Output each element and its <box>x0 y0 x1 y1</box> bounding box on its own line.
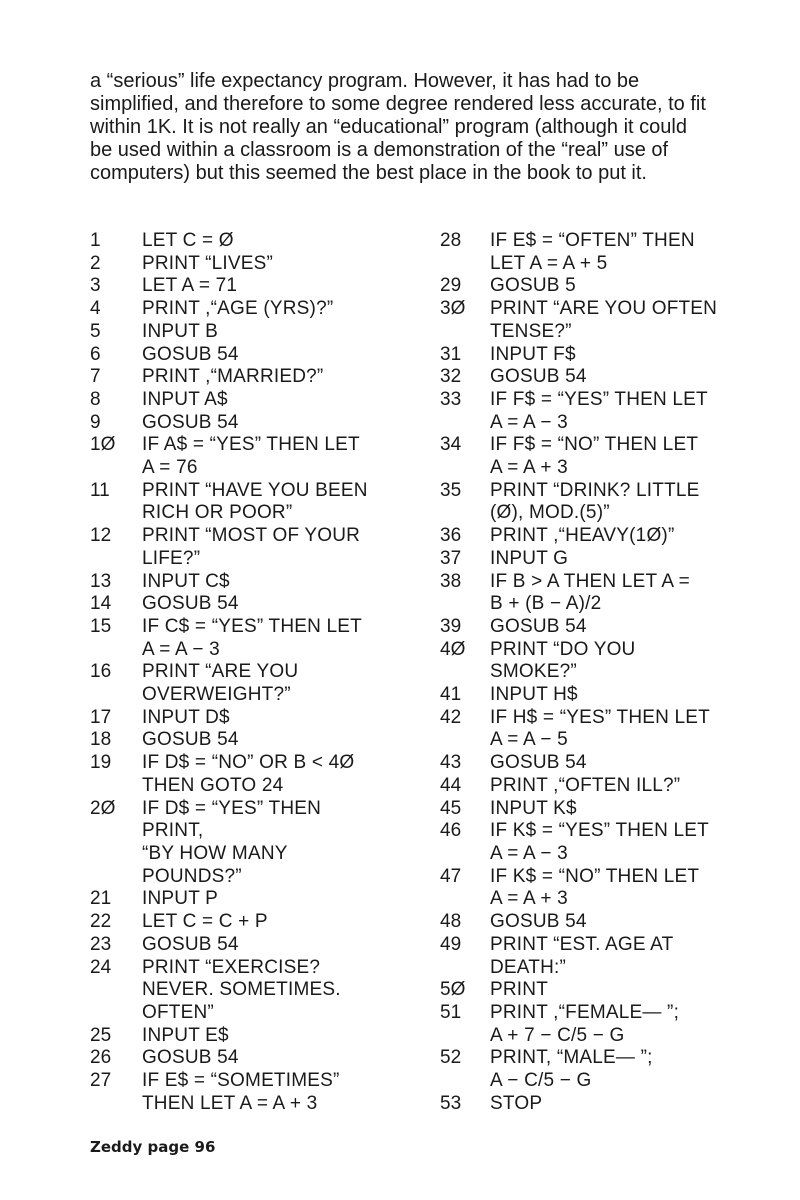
code-text: INPUT F$ <box>490 343 576 365</box>
line-number: 39 <box>440 615 462 637</box>
line-code <box>142 525 415 570</box>
code-text: IF D$ = “NO” OR B < 4Ø <box>142 752 355 774</box>
code-text: NEVER. SOMETIMES. <box>142 979 341 1001</box>
code-text: IF K$ = “YES” THEN LET <box>490 820 709 842</box>
line-code <box>142 298 415 321</box>
code-text: IF F$ = “YES” THEN LET <box>490 388 708 410</box>
line-number: 13 <box>90 570 112 592</box>
code-text: INPUT H$ <box>490 684 578 706</box>
line-number: 12 <box>90 525 112 547</box>
line-code <box>490 230 760 275</box>
code-text: STOP <box>490 1092 543 1114</box>
code-text: A = A − 3 <box>142 638 220 660</box>
line-code <box>490 1047 760 1092</box>
program-line <box>90 934 415 957</box>
program-line <box>90 230 415 253</box>
line-number: 5 <box>90 320 101 342</box>
program-listing-left-column <box>90 230 415 1115</box>
code-text: LET A = A + 5 <box>490 252 608 274</box>
program-line <box>90 957 415 1025</box>
line-code <box>490 775 760 798</box>
line-code <box>142 275 415 298</box>
intro-line: within 1K. It is not really an “educational” program (although it could <box>90 116 687 138</box>
code-text: INPUT B <box>142 320 219 342</box>
line-number: 4Ø <box>440 638 466 660</box>
line-number: 33 <box>440 388 462 410</box>
program-line <box>90 1047 415 1070</box>
program-line <box>90 798 415 889</box>
program-line <box>90 344 415 367</box>
code-text: OVERWEIGHT?” <box>142 684 291 706</box>
code-text: PRINT “ARE YOU <box>142 661 299 683</box>
code-text: PRINT “ARE YOU OFTEN <box>490 298 718 320</box>
code-text: TENSE?” <box>490 320 572 342</box>
line-code <box>142 911 415 934</box>
program-line <box>90 366 415 389</box>
program-line <box>440 707 760 752</box>
line-number: 37 <box>440 547 462 569</box>
line-number: 18 <box>90 729 112 751</box>
line-number: 35 <box>440 479 462 501</box>
line-code <box>490 866 760 911</box>
program-line <box>90 593 415 616</box>
line-number: 16 <box>90 661 112 683</box>
line-code <box>142 480 415 525</box>
program-line <box>90 661 415 706</box>
line-number: 8 <box>90 388 101 410</box>
line-code <box>142 707 415 730</box>
line-code <box>490 366 760 389</box>
code-text: OFTEN” <box>142 1001 214 1023</box>
program-line <box>440 1093 760 1116</box>
code-text: INPUT E$ <box>142 1024 229 1046</box>
program-line <box>440 389 760 434</box>
program-line <box>440 434 760 479</box>
code-text: IF E$ = “SOMETIMES” <box>142 1070 340 1092</box>
line-number: 1 <box>90 230 101 251</box>
line-number: 14 <box>90 593 112 615</box>
code-text: PRINT “HAVE YOU BEEN <box>142 479 368 501</box>
program-line <box>440 639 760 684</box>
program-line <box>90 525 415 570</box>
line-code <box>490 820 760 865</box>
line-code <box>142 934 415 957</box>
line-number: 1Ø <box>90 434 116 456</box>
line-code <box>142 661 415 706</box>
program-line <box>440 684 760 707</box>
line-number: 6 <box>90 343 101 365</box>
line-number: 19 <box>90 752 112 774</box>
code-text: PRINT “DRINK? LITTLE <box>490 479 700 501</box>
intro-line-last: computers) but this seemed the best place in the book to put it. <box>90 162 647 184</box>
line-code <box>142 321 415 344</box>
line-number: 27 <box>90 1070 112 1092</box>
code-text: A = 76 <box>142 457 198 479</box>
code-text: GOSUB 54 <box>142 343 239 365</box>
line-code <box>142 412 415 435</box>
line-code <box>142 253 415 276</box>
line-code <box>142 1025 415 1048</box>
line-code <box>490 911 760 934</box>
program-line <box>90 389 415 412</box>
program-line <box>90 729 415 752</box>
line-number: 45 <box>440 797 462 819</box>
line-code <box>142 888 415 911</box>
line-code <box>490 979 760 1002</box>
code-text: INPUT D$ <box>142 706 230 728</box>
code-text: LET A = 71 <box>142 275 238 297</box>
line-code <box>142 366 415 389</box>
line-code <box>490 298 760 343</box>
line-number: 24 <box>90 956 112 978</box>
program-line <box>440 820 760 865</box>
line-code <box>490 798 760 821</box>
page-footer: Zeddy page 96 <box>90 1138 216 1156</box>
line-number: 31 <box>440 343 462 365</box>
code-text: A = A − 5 <box>490 729 568 751</box>
line-code <box>142 729 415 752</box>
program-line <box>90 888 415 911</box>
line-number: 22 <box>90 911 112 933</box>
code-text: INPUT K$ <box>490 797 577 819</box>
code-text: PRINT ,“AGE (YRS)?” <box>142 298 334 320</box>
line-number: 49 <box>440 933 462 955</box>
line-number: 2Ø <box>90 797 116 819</box>
code-text: POUNDS?” <box>142 865 242 887</box>
program-line <box>90 434 415 479</box>
code-text: GOSUB 54 <box>490 615 587 637</box>
code-text: PRINT, “MALE— ”; <box>490 1047 653 1069</box>
program-line <box>90 321 415 344</box>
program-line <box>440 866 760 911</box>
code-text: INPUT P <box>142 888 219 910</box>
line-code <box>490 684 760 707</box>
program-line <box>440 548 760 571</box>
line-code <box>490 1002 760 1047</box>
line-number: 21 <box>90 888 112 910</box>
code-text: PRINT “DO YOU <box>490 638 636 660</box>
code-text: RICH OR POOR” <box>142 502 293 524</box>
program-line <box>440 798 760 821</box>
line-number: 23 <box>90 933 112 955</box>
program-line <box>440 775 760 798</box>
code-text: GOSUB 54 <box>142 411 239 433</box>
program-line <box>440 979 760 1002</box>
program-line <box>90 707 415 730</box>
line-number: 2 <box>90 252 101 274</box>
program-line <box>440 911 760 934</box>
line-number: 44 <box>440 774 462 796</box>
program-line <box>90 253 415 276</box>
program-line <box>440 1002 760 1047</box>
code-text: PRINT ,“HEAVY(1Ø)” <box>490 525 675 547</box>
program-listing-right-column <box>440 230 760 1115</box>
program-line <box>90 1025 415 1048</box>
code-text: PRINT “EST. AGE AT <box>490 933 674 955</box>
program-line <box>440 616 760 639</box>
line-code <box>142 1047 415 1070</box>
line-number: 47 <box>440 865 462 887</box>
line-code <box>142 434 415 479</box>
line-code <box>490 639 760 684</box>
program-line <box>440 344 760 367</box>
program-line <box>440 480 760 525</box>
line-code <box>490 934 760 979</box>
line-code <box>490 752 760 775</box>
code-text: A = A − 3 <box>490 411 568 433</box>
line-number: 7 <box>90 366 101 388</box>
program-line <box>440 752 760 775</box>
code-text: GOSUB 54 <box>490 911 587 933</box>
line-code <box>142 230 415 253</box>
intro-line: simplified, and therefore to some degree rendered less accurate, to fit <box>90 93 706 115</box>
line-number: 5Ø <box>440 979 466 1001</box>
line-number: 41 <box>440 684 462 706</box>
line-number: 15 <box>90 615 112 637</box>
code-text: LET C = Ø <box>142 230 234 251</box>
line-code <box>490 616 760 639</box>
line-number: 26 <box>90 1047 112 1069</box>
program-line <box>90 911 415 934</box>
code-text: INPUT A$ <box>142 388 228 410</box>
line-code <box>490 707 760 752</box>
code-text: A = A + 3 <box>490 457 568 479</box>
line-code <box>490 1093 760 1116</box>
program-line <box>90 1070 415 1115</box>
line-code <box>490 275 760 298</box>
intro-paragraph <box>90 70 740 185</box>
program-line <box>90 275 415 298</box>
code-text: GOSUB 54 <box>490 366 587 388</box>
code-text: (Ø), MOD.(5)” <box>490 502 610 524</box>
code-text: IF D$ = “YES” THEN <box>142 797 322 819</box>
line-code <box>490 548 760 571</box>
program-line <box>90 616 415 661</box>
line-code <box>142 571 415 594</box>
line-number: 25 <box>90 1024 112 1046</box>
code-text: GOSUB 5 <box>490 275 576 297</box>
line-number: 11 <box>90 479 110 501</box>
intro-line: be used within a classroom is a demonstration of the “real” use of <box>90 139 669 161</box>
program-line <box>440 275 760 298</box>
line-number: 32 <box>440 366 462 388</box>
line-number: 51 <box>440 1001 462 1023</box>
code-text: A = A − 3 <box>490 842 568 864</box>
program-line <box>440 298 760 343</box>
code-text: IF F$ = “NO” THEN LET <box>490 434 699 456</box>
line-code <box>142 957 415 1025</box>
code-text: GOSUB 54 <box>142 933 239 955</box>
code-text: A = A + 3 <box>490 888 568 910</box>
line-number: 43 <box>440 752 462 774</box>
line-number: 28 <box>440 230 462 251</box>
code-text: THEN GOTO 24 <box>142 774 284 796</box>
line-code <box>142 752 415 797</box>
program-line <box>440 366 760 389</box>
program-line <box>90 480 415 525</box>
intro-line: a “serious” life expectancy program. However, it has had to be <box>90 70 640 92</box>
program-line <box>90 298 415 321</box>
program-line <box>440 571 760 616</box>
line-code <box>142 389 415 412</box>
program-line <box>440 934 760 979</box>
code-text: LIFE?” <box>142 547 201 569</box>
line-code <box>142 593 415 616</box>
program-line <box>440 525 760 548</box>
code-text: SMOKE?” <box>490 661 577 683</box>
line-number: 36 <box>440 525 462 547</box>
line-code <box>142 1070 415 1115</box>
program-line <box>90 412 415 435</box>
code-text: GOSUB 54 <box>142 1047 239 1069</box>
code-text: IF H$ = “YES” THEN LET <box>490 706 710 728</box>
line-number: 4 <box>90 298 101 320</box>
code-text: PRINT “MOST OF YOUR <box>142 525 361 547</box>
line-number: 42 <box>440 706 462 728</box>
line-number: 9 <box>90 411 101 433</box>
line-number: 52 <box>440 1047 462 1069</box>
code-text: GOSUB 54 <box>142 729 239 751</box>
code-text: PRINT <box>490 979 548 1001</box>
code-text: IF E$ = “OFTEN” THEN <box>490 230 695 251</box>
program-line <box>90 752 415 797</box>
code-text: INPUT G <box>490 547 569 569</box>
program-line <box>440 1047 760 1092</box>
code-text: PRINT, <box>142 820 204 842</box>
line-code <box>490 525 760 548</box>
code-text: IF B > A THEN LET A = <box>490 570 690 592</box>
program-line <box>90 571 415 594</box>
line-code <box>490 344 760 367</box>
line-code <box>490 480 760 525</box>
code-text: PRINT ,“OFTEN ILL?” <box>490 774 681 796</box>
line-code <box>490 389 760 434</box>
line-number: 29 <box>440 275 462 297</box>
line-code <box>490 434 760 479</box>
line-number: 17 <box>90 706 112 728</box>
line-number: 46 <box>440 820 462 842</box>
line-number: 48 <box>440 911 462 933</box>
program-line <box>440 230 760 275</box>
code-text: INPUT C$ <box>142 570 230 592</box>
line-code <box>490 571 760 616</box>
code-text: LET C = C + P <box>142 911 268 933</box>
line-number: 34 <box>440 434 462 456</box>
line-number: 38 <box>440 570 462 592</box>
code-text: PRINT “EXERCISE? <box>142 956 321 978</box>
code-text: THEN LET A = A + 3 <box>142 1092 318 1114</box>
line-code <box>142 616 415 661</box>
code-text: “BY HOW MANY <box>142 842 288 864</box>
code-text: IF K$ = “NO” THEN LET <box>490 865 700 887</box>
line-number: 3 <box>90 275 101 297</box>
code-text: A − C/5 − G <box>490 1070 592 1092</box>
code-text: B + (B − A)/2 <box>490 593 602 615</box>
line-number: 53 <box>440 1092 462 1114</box>
code-text: PRINT ,“FEMALE— ”; <box>490 1001 680 1023</box>
code-text: A + 7 − C/5 − G <box>490 1024 625 1046</box>
code-text: IF A$ = “YES” THEN LET <box>142 434 360 456</box>
line-code <box>142 798 415 889</box>
code-text: PRINT ,“MARRIED?” <box>142 366 324 388</box>
code-text: IF C$ = “YES” THEN LET <box>142 615 362 637</box>
code-text: GOSUB 54 <box>490 752 587 774</box>
line-code <box>142 344 415 367</box>
code-text: DEATH:” <box>490 956 566 978</box>
line-number: 3Ø <box>440 298 466 320</box>
code-text: PRINT “LIVES” <box>142 252 274 274</box>
code-text: GOSUB 54 <box>142 593 239 615</box>
